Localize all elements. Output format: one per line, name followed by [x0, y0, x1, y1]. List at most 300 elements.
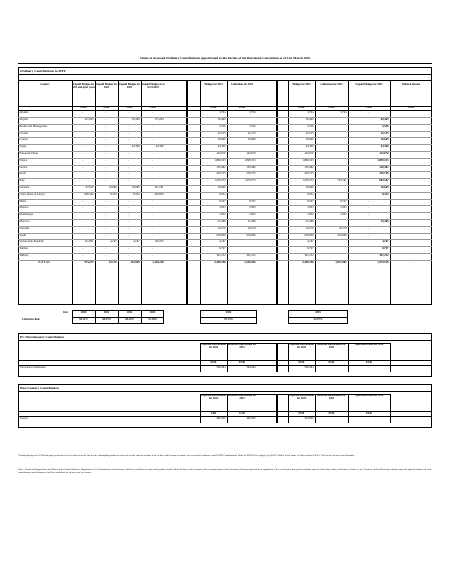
table-cell: - — [82, 158, 84, 162]
currency-cell: EUR — [239, 106, 245, 109]
header-unpaid-total: Unpaid Pledges as of 31/12/2023 — [141, 83, 165, 89]
table-cell: - — [151, 138, 153, 142]
table-cell: 30,469 — [217, 118, 226, 121]
currency-cell: EUR — [366, 361, 372, 364]
table-cell: 60,469 — [380, 118, 389, 121]
table-cell: 64,360 — [131, 145, 140, 149]
table-cell: - — [105, 172, 107, 176]
contribution-header: Received contribution for 2025 — [317, 343, 346, 349]
table-cell: - — [367, 226, 369, 230]
table-cell: - — [151, 158, 153, 162]
rate-year: 2023 — [149, 311, 156, 314]
rate-value-2025: 32.07% — [313, 318, 323, 321]
table-cell: 1,476,373 — [244, 179, 256, 183]
table-cell: - — [82, 254, 84, 257]
table-cell: 259,755 — [216, 172, 226, 176]
column-double-divider — [276, 343, 278, 372]
table-cell: 4,167 — [219, 240, 226, 244]
table-cell: 25,466 — [380, 220, 389, 223]
mtf-section-title: Ordinary Contributions to MTF — [20, 69, 66, 73]
rates-mid — [72, 317, 164, 318]
header-pledges-2024: Pledges for 2024 — [204, 83, 223, 86]
table-cell: 121,891 — [84, 240, 94, 244]
table-cell: 1,898,323 — [244, 158, 256, 162]
table-cell: 400,000 — [216, 417, 226, 420]
table-cell: - — [128, 111, 130, 115]
header-unpaid-2022: Unpaid Pledges for 2022 — [95, 83, 118, 89]
country-name: Egypt — [19, 145, 27, 149]
table-cell: - — [82, 124, 84, 128]
header-top — [200, 394, 390, 395]
table-cell: - — [105, 206, 107, 210]
table-cell: 150,482 — [246, 165, 256, 169]
contribution-header: Open Receivable for 2024 — [354, 343, 384, 346]
table-cell: 8,797 — [307, 199, 314, 203]
table-cell: 150,482 — [379, 165, 389, 169]
table-cell: - — [82, 213, 84, 217]
table-cell: 259,755 — [304, 172, 314, 176]
table-cell: 16,669 — [217, 138, 226, 142]
total-cell: 3,479,916 — [377, 260, 389, 264]
table-cell: - — [151, 172, 153, 176]
contribution-header: Expected contribution for 2024 — [201, 394, 226, 400]
currency-cell: EUR — [328, 361, 335, 364]
table-cell: 5,093 — [307, 206, 314, 210]
currency-cell: EUR — [150, 106, 156, 109]
table-cell: - — [151, 220, 153, 223]
table-cell: - — [82, 111, 84, 115]
entity-name: European Commission — [20, 366, 46, 369]
table-cell: - — [367, 206, 369, 210]
table-cell: 1,852 — [340, 213, 347, 217]
rate-year: 2022 — [126, 311, 133, 314]
table-cell: - — [82, 172, 84, 176]
table-cell: - — [105, 138, 107, 142]
table-cell: 918,006 — [216, 233, 226, 237]
currency-divider — [18, 360, 432, 361]
table-cell: - — [105, 247, 107, 251]
currency-cell: EUR — [408, 106, 414, 109]
table-cell: - — [105, 254, 107, 257]
total-cell: 5,306,708 — [214, 260, 226, 264]
table-cell: 42,135 — [217, 131, 226, 135]
table-cell: - — [128, 152, 130, 155]
table-cell: 5,093 — [219, 206, 226, 210]
total-cell: 975,079 — [84, 260, 94, 264]
header-collections-2025: Collections for 2025 — [320, 83, 343, 86]
currency-cell: EUR — [210, 361, 217, 364]
currency-cell: EUR — [328, 412, 335, 415]
table-cell: 64,360 — [305, 145, 314, 149]
country-name: Montenegro — [19, 213, 34, 217]
table-cell: - — [82, 165, 84, 169]
country-name: Tunisia — [19, 247, 28, 251]
table-cell: - — [151, 254, 153, 257]
currency-cell: EUR — [210, 106, 217, 109]
table-cell: - — [128, 138, 130, 142]
header-divider — [18, 80, 432, 81]
table-cell: 25,466 — [305, 220, 314, 223]
table-cell: - — [128, 206, 130, 210]
table-cell: - — [105, 199, 107, 203]
table-cell: - — [367, 417, 369, 420]
table-cell: 67,010 — [85, 186, 94, 189]
column-divider — [390, 394, 391, 423]
currency-cell: EUR — [239, 361, 245, 364]
table-cell: 1,852 — [219, 213, 226, 217]
country-name: Spain — [19, 233, 26, 237]
table-cell: - — [105, 152, 107, 155]
currency-cell: EUR — [298, 412, 305, 415]
table-cell: 8,334 — [382, 192, 389, 196]
table-cell: 1,899,323 — [377, 158, 389, 162]
table-cell: 5,093 — [340, 206, 347, 210]
table-cell: - — [105, 158, 107, 162]
table-cell: 16,579 — [247, 226, 256, 230]
country-name: Israel — [19, 172, 26, 176]
table-cell: - — [105, 124, 107, 128]
total-label: T O T A L — [38, 260, 51, 264]
column-double-divider — [276, 394, 278, 423]
table-cell: - — [128, 226, 130, 230]
table-cell: 8,334 — [110, 192, 117, 196]
country-name: Albania — [19, 111, 29, 115]
table-cell: 4,167 — [307, 240, 314, 244]
table-cell: 1,898,323 — [302, 158, 314, 162]
rates-rate-label: Collection Rate — [22, 318, 40, 321]
table-cell: 64,360 — [155, 145, 164, 149]
table-cell: 5,556 — [382, 124, 389, 128]
rate-value: 98.49% — [125, 318, 134, 321]
table-cell: 175,264 — [154, 118, 164, 121]
table-cell: 8,334 — [219, 192, 226, 196]
currency-cell: EUR — [126, 106, 133, 109]
currency-cell: USD — [239, 412, 245, 415]
table-cell: 1,852 — [307, 213, 314, 217]
table-cell: 121,093 — [84, 118, 94, 121]
table-cell: 391,252 — [379, 254, 389, 257]
table-cell: 8,797 — [219, 247, 226, 251]
page-title: Status of Assessed Ordinary Contributions apportioned to the Parties of the Barcelona Convention as of 31st March 2025 — [139, 56, 311, 60]
total-cell: 1,827,082 — [335, 260, 347, 264]
country-name: Cyprus — [19, 138, 28, 142]
total-cell: 1,148,248 — [152, 260, 164, 264]
table-cell: - — [367, 199, 369, 203]
table-cell: - — [105, 233, 107, 237]
country-name: Italy — [19, 179, 25, 183]
rate-value: 98.35% — [102, 318, 111, 321]
contribution-header: Expected contribution for 2025 — [289, 394, 314, 400]
table-cell: 3,704 — [340, 111, 347, 115]
table-cell: - — [128, 220, 130, 223]
table-cell: 8,797 — [340, 199, 347, 203]
table-cell: 30,469 — [305, 118, 314, 121]
table-cell: 918,006 — [304, 233, 314, 237]
country-name: Libya (State of Libya) — [19, 192, 45, 196]
table-cell: - — [105, 213, 107, 217]
table-cell: 16,669 — [247, 138, 256, 142]
table-cell: 101,181 — [154, 186, 164, 189]
column-divider — [315, 343, 316, 372]
table-cell: - — [128, 233, 130, 237]
table-cell: - — [82, 179, 84, 183]
table-cell: 4,167 — [110, 240, 117, 244]
table-cell: - — [151, 233, 153, 237]
table-cell: - — [128, 131, 130, 135]
total-cell: 29,170 — [108, 260, 117, 264]
section-divider — [18, 340, 432, 341]
table-cell: - — [367, 111, 369, 115]
table-cell: - — [82, 152, 84, 155]
table-cell: 1,476,373 — [302, 179, 314, 183]
rate-value: 97.48% — [148, 318, 157, 321]
country-name: Algeria — [19, 118, 28, 121]
table-cell: 16,669 — [305, 138, 314, 142]
footnote-financial-regulations: Note - Financial Regulations and Rules of the United Nations, Regulation 3.5: Contributions and advances shall be considered as due and payable in full within 30 days of the receipt of the communication of the Secretary-General referred to in regulation 3.4 or on the first day of the calendar year to which they relate, whichever is later. As of 1 January of the following calendar year, the unpaid balance of such contributions and advances shall be considered to be one year in arrears. — [18, 468, 432, 475]
table-cell: 391,252 — [216, 254, 226, 257]
rate-year: 2020 — [80, 311, 87, 314]
table-cell: 8,334 — [307, 192, 314, 196]
table-cell: - — [151, 152, 153, 155]
table-cell: - — [82, 206, 84, 210]
header-unpaid-2023: Unpaid Pledges for 2023 — [118, 83, 141, 89]
section-divider — [18, 391, 432, 392]
table-cell: - — [128, 172, 130, 176]
table-cell: - — [151, 199, 153, 203]
table-cell: - — [82, 226, 84, 230]
table-cell: 3,704 — [249, 111, 256, 115]
table-cell: 918,006 — [337, 233, 347, 237]
table-cell: 142,670 — [246, 152, 256, 155]
currency-cell: EUR — [298, 361, 305, 364]
table-cell: 16,669 — [380, 138, 389, 142]
currency-divider — [18, 106, 432, 107]
table-cell: - — [151, 213, 153, 217]
table-cell: 150,482 — [216, 165, 226, 169]
table-cell: 1,852 — [249, 213, 256, 217]
table-cell: 259,755 — [246, 172, 256, 176]
table-cell: - — [82, 220, 84, 223]
table-cell: 5,556 — [249, 124, 256, 128]
contribution-header: Expected contribution for 2024 — [201, 343, 226, 349]
table-cell: 16,669 — [305, 186, 314, 189]
table-cell: 25,466 — [217, 220, 226, 223]
table-cell: - — [367, 366, 369, 369]
country-name: Croatia — [19, 131, 28, 135]
table-cell: 16,579 — [305, 226, 314, 230]
country-name: Slovenia — [19, 226, 30, 230]
table-cell: 8,797 — [382, 247, 389, 251]
table-cell: 64,360 — [380, 145, 389, 149]
table-cell: - — [128, 124, 130, 128]
table-cell: - — [105, 179, 107, 183]
header-pledges-2025: Pledges for 2025 — [292, 83, 311, 86]
table-cell: 42,135 — [247, 131, 256, 135]
table-cell: 3,704 — [219, 111, 226, 115]
table-cell: - — [105, 145, 107, 149]
table-cell: 16,669 — [217, 186, 226, 189]
total-cell: - — [409, 260, 411, 264]
table-cell: - — [128, 213, 130, 217]
table-cell: 16,579 — [217, 226, 226, 230]
country-name: Malta — [19, 199, 27, 203]
table-cell: - — [151, 124, 153, 128]
currency-divider — [18, 411, 432, 412]
column-divider — [390, 343, 391, 372]
table-cell: 142,670 — [216, 152, 226, 155]
table-cell: 5,556 — [219, 124, 226, 128]
table-cell: - — [128, 158, 130, 162]
currency-cell: EUR — [366, 106, 372, 109]
country-name: Türkiye — [19, 254, 29, 257]
rate-year-2025: 2025 — [315, 311, 321, 314]
table-cell: - — [105, 220, 107, 223]
table-cell: 793,191 — [337, 179, 347, 183]
section-title: Host Country Contribution — [20, 386, 59, 390]
currency-cell: EUR — [328, 106, 335, 109]
table-cell: - — [105, 111, 107, 115]
table-cell: 344,800 — [304, 417, 314, 420]
rate-year: 2021 — [103, 311, 110, 314]
table-cell: 596,484 — [246, 366, 256, 369]
contribution-header: Received contribution for 2024 — [227, 394, 257, 400]
currency-cell: USD — [210, 412, 217, 415]
table-cell: 430,830 — [154, 192, 164, 196]
table-cell: - — [82, 199, 84, 203]
table-cell: - — [128, 254, 130, 257]
table-cell: - — [151, 206, 153, 210]
contribution-header: Expected contribution for 2025 — [289, 343, 314, 349]
rate-year-2024: 2024 — [225, 311, 232, 314]
table-cell: - — [128, 179, 130, 183]
section-title: EC Discretionary Contribution — [20, 335, 64, 339]
table-cell: - — [82, 145, 84, 149]
table-cell: - — [151, 247, 153, 251]
total-cell: 5,148,436 — [244, 260, 256, 264]
table-cell: - — [105, 226, 107, 230]
currency-cell: EUR — [103, 106, 110, 109]
total-cell: 143,999 — [130, 260, 140, 264]
header-top — [200, 343, 390, 344]
table-cell: - — [128, 247, 130, 251]
table-cell: - — [128, 165, 130, 169]
header-collections-2024: Collections for 2024 — [231, 83, 253, 86]
table-cell: - — [151, 165, 153, 169]
table-cell: - — [82, 131, 84, 135]
table-cell: 142,670 — [304, 152, 314, 155]
rates-mid — [288, 317, 348, 318]
table-cell: - — [151, 179, 153, 183]
contribution-header: Received contribution for 2025 — [317, 394, 346, 400]
table-cell: 16,669 — [108, 186, 117, 189]
table-cell: 8,797 — [219, 199, 226, 203]
table-cell: - — [151, 131, 153, 135]
table-cell: 391,252 — [304, 254, 314, 257]
country-name: Syrian Arab Republic — [19, 240, 44, 244]
table-cell: 683,182 — [379, 179, 389, 183]
table-cell: - — [82, 247, 84, 251]
table-cell: 16,579 — [338, 226, 347, 230]
table-cell: - — [367, 213, 369, 217]
table-cell: - — [105, 118, 107, 121]
table-cell: 150,482 — [304, 165, 314, 169]
entity-name: Greece — [20, 417, 28, 420]
contribution-header: Open Receivable for 2024 — [354, 394, 384, 397]
table-cell: - — [128, 199, 130, 203]
country-name: Monaco — [19, 206, 29, 210]
rates-mid — [200, 317, 257, 318]
title-underline — [18, 63, 432, 64]
table-cell: 8,797 — [249, 199, 256, 203]
country-name: Morocco — [19, 220, 30, 223]
table-cell: 596,484 — [216, 366, 226, 369]
country-name: Lebanon — [19, 186, 30, 189]
table-cell: 30,469 — [131, 118, 140, 121]
table-cell: 42,135 — [305, 131, 314, 135]
table-cell: 4,167 — [133, 240, 140, 244]
header-deferral: Deferral Income — [401, 83, 421, 86]
table-cell: 16,669 — [131, 186, 140, 189]
currency-cell: EUR — [298, 106, 305, 109]
table-cell: 8,334 — [133, 192, 140, 196]
table-cell: 42,135 — [380, 131, 389, 135]
table-cell: 1,898,323 — [214, 158, 226, 162]
table-cell: 64,360 — [217, 145, 226, 149]
table-cell: 666,362 — [84, 192, 94, 196]
table-cell: - — [367, 233, 369, 237]
table-cell: 8,797 — [307, 247, 314, 251]
header-unpaid-2025: Unpaid Pledges for 2025 — [355, 83, 383, 86]
table-cell: - — [151, 111, 153, 115]
country-name: Bosnia and Herzegovina — [19, 124, 47, 128]
table-cell: 391,252 — [246, 254, 256, 257]
table-cell: - — [82, 233, 84, 237]
table-cell: - — [105, 165, 107, 169]
column-divider — [315, 394, 316, 423]
contribution-header: Received contribution for 2024 — [227, 343, 257, 349]
table-cell: 25,466 — [247, 220, 256, 223]
table-cell: 1,476,373 — [214, 179, 226, 183]
total-cell: 5,306,708 — [302, 260, 314, 264]
table-cell: 16,669 — [380, 186, 389, 189]
currency-cell: EUR — [366, 412, 372, 415]
currency-cell: EUR — [80, 106, 87, 109]
header-country: Country — [40, 83, 50, 86]
table-cell: 142,670 — [379, 152, 389, 155]
table-cell: 4,167 — [382, 240, 389, 244]
table-cell: 596,484 — [304, 366, 314, 369]
rate-value-2024: 97.13% — [224, 318, 233, 321]
table-cell: 3,704 — [307, 111, 314, 115]
table-cell: 259,746 — [379, 172, 389, 176]
table-cell: - — [105, 131, 107, 135]
country-name: France — [19, 158, 28, 162]
country-name: Greece — [19, 165, 28, 169]
table-cell: 918,006 — [246, 233, 256, 237]
rate-value: 99.11% — [79, 318, 88, 321]
table-cell: 130,235 — [154, 240, 164, 244]
table-cell: 5,093 — [249, 206, 256, 210]
footnote-unpaid-pledges: *Unpaid pledges for 2016 and prior years have been reflected on the list for the outstanding balances reflected on the current website to be in line with Umoja accounts, as reconciled in balance with UNEP Contributions Unit: by EUR 82 for Algeria, by EUR 3,084 B of the State of Libya and by EUR 1,100 for the Syrian Arab Republic. — [18, 454, 355, 457]
mtf-section-divider — [18, 74, 432, 75]
table-cell: 5,556 — [307, 124, 314, 128]
table-cell: 400,000 — [246, 417, 256, 420]
header-unpaid-pre: Unpaid Pledges for 2021 and prior years — [72, 83, 95, 89]
table-cell: - — [82, 138, 84, 142]
country-name: European Union — [19, 152, 38, 155]
rates-year-label: Year — [62, 311, 68, 314]
table-cell: - — [151, 226, 153, 230]
